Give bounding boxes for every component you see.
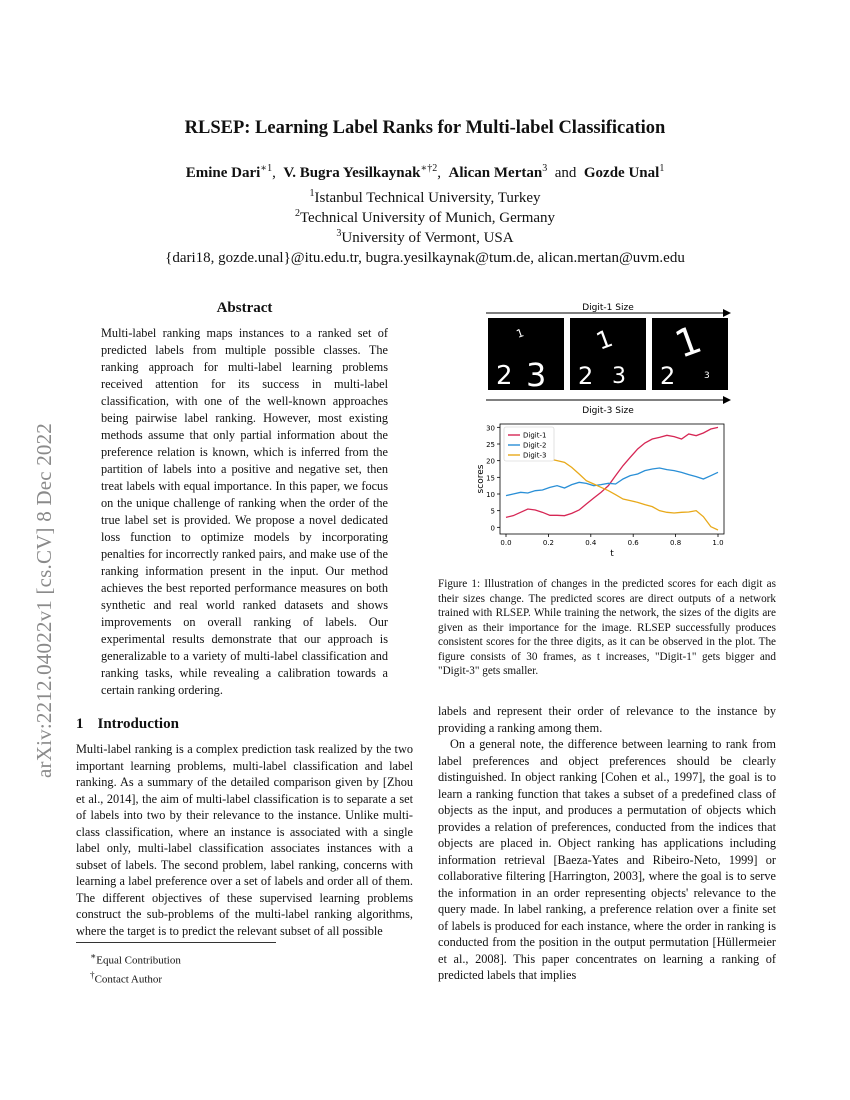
- affiliation-mark: 3: [336, 228, 342, 239]
- footnote: [76, 968, 276, 987]
- scores-line-chart: [476, 424, 724, 559]
- y-tick-label: 15: [486, 474, 495, 483]
- series-line-digit-3: [506, 451, 718, 530]
- author-separator: ,: [437, 165, 441, 181]
- y-tick-label: 10: [486, 491, 495, 499]
- author-marks: ∗†2: [420, 163, 438, 174]
- footnote: [76, 949, 276, 968]
- panel-digit-3: 3: [612, 364, 626, 389]
- digit1-size-label: Digit-1 Size: [582, 303, 634, 313]
- x-axis-label: t: [610, 549, 614, 559]
- paper-title: RLSEP: Learning Label Ranks for Multi-label Classification: [184, 118, 666, 138]
- intro-left-column: [76, 741, 413, 939]
- figure-1: [478, 298, 738, 568]
- affiliation: [0, 208, 850, 227]
- y-tick-label: 20: [486, 457, 495, 466]
- y-tick-label: 30: [486, 424, 495, 433]
- panel-digit-1: 1: [669, 317, 708, 367]
- author-name: Gozde Unal: [583, 165, 660, 181]
- digit-panel-1: [488, 318, 564, 394]
- intro-right-column: [438, 703, 776, 984]
- panel-digit-2: 2: [496, 361, 513, 391]
- arxiv-watermark: [12, 298, 56, 778]
- x-tick-label: 0.2: [542, 539, 554, 547]
- panel-digit-3: 3: [526, 356, 547, 394]
- panel-digit-3: 3: [704, 371, 710, 381]
- author-name: V. Bugra Yesilkaynak: [283, 165, 421, 181]
- x-tick-label: 1.0: [712, 539, 724, 547]
- section-number: 1: [76, 716, 84, 732]
- author-marks: ∗1: [260, 163, 273, 174]
- x-tick-label: 0.8: [670, 539, 682, 547]
- section-heading: [76, 716, 193, 733]
- footnotes: [76, 942, 276, 986]
- intro-paragraph: Multi-label ranking is a complex prediction task realized by the two important learning problems, multi-label classification and label ranking. As a summary of the detailed comparison given by [Zhou et al., 2014], the aim of multi-label classification is to separate a set of labels into two by their relevance to the instance. Unlike multi-class classification, where an instance is associated with a single label only, multi-label classification associates instances with a subset of labels. The second problem, label ranking, concerns with learning a label preference over a set of labels and order all of them. The different objectives of these supervised learning problems construct the sub-problems of the multi-label ranking algorithms, where the target is to predict the relevant subset of all possible: [76, 742, 413, 938]
- x-tick-label: 0.0: [500, 539, 512, 547]
- footnote-text: Contact Author: [94, 973, 163, 986]
- affiliation-mark: 2: [294, 208, 300, 219]
- figure-graphic: [478, 298, 738, 568]
- arxiv-id: arXiv:2212.04022v1 [cs.CV] 8 Dec 2022: [32, 422, 56, 778]
- y-axis-ticks: [486, 424, 500, 532]
- author-emails: {dari18, gozde.unal}@itu.edu.tr, bugra.yesilkaynak@tum.de, alican.mertan@uvm.edu: [165, 250, 685, 266]
- x-tick-label: 0.4: [585, 539, 597, 547]
- intro-paragraph: labels and represent their order of relevance to the instance by providing a ranking among them.: [438, 704, 776, 735]
- chart-legend: [504, 427, 554, 461]
- panel-digit-1: 1: [514, 326, 526, 341]
- y-tick-label: 25: [486, 441, 495, 449]
- author-and: and: [554, 165, 577, 181]
- affiliation-mark: 1: [309, 188, 315, 199]
- affiliation-text: University of Vermont, USA: [341, 230, 514, 246]
- section-title: Introduction: [97, 716, 179, 732]
- affiliation-text: Technical University of Munich, Germany: [299, 210, 556, 226]
- figure-caption: Figure 1: Illustration of changes in the predicted scores for each digit as their sizes change. The predicted scores are direct outputs of a network trained with RLSEP. While training the network, the sizes of the digits are given as their importance for the image. RLSEP successfully produces consistent scores for the three digits, as it can be observed in the plot. The figure consists of 30 frames, as t increases, "Digit-1" gets bigger and "Digit-3" gets smaller.: [438, 578, 776, 677]
- legend-label: Digit-1: [523, 431, 547, 440]
- intro-paragraph: On a general note, the difference between learning to rank from label preferences and object preferences should be clearly distinguished. In object ranking [Cohen et al., 1997], the goal is to learn a ranking function that takes a subset of a predefined class of objects as the input, and produces a permutation of objects which provides a relation of preferences, conducted from the indices that objects are placed in. Object ranking has applications including information retrieval [Baeza-Yates and Ribeiro-Neto, 1999] or collaborative filtering [Harrington, 2003], where the goal is to serve the information in an order representing objects' relevance to the query made. In label ranking, a preference relation over a finite set of labels is produced for each instance, where the order in ranking is conducted from the position in the output permutation [Hüllermeier et al., 2008]. This paper concentrates on learning a ranking of predicted labels that implies: [438, 737, 776, 982]
- author-marks: 1: [659, 163, 665, 174]
- footnote-mark: ∗: [90, 951, 97, 961]
- footnote-mark: †: [90, 969, 95, 980]
- abstract-text: Multi-label ranking maps instances to a ranked set of predicted labels from multiple possible classes. The ranking approach for multi-label learning problems received attention for its success in multi-label classification, with one of the well-known approaches being pairwise label ranking. However, most existing methods assume that only partial information about the preference relation is known, which is inferred from the partition of labels into a positive and negative set, then treat labels with equal importance. In this paper, we focus on the unique challenge of ranking when the order of the true label set is provided. We propose a novel dedicated loss function to optimize models by incorporating penalties for incorrectly ranked pairs, and make use of the ranking information present in the input. Our method achieves the best reported performance measures on both synthetic and real world ranked datasets and shows improvements on overall ranking of labels. Our experimental results demonstrate that our approach is generalizable to a variety of multi-label classification and ranking tasks, while revealing a calibration towards a certain ranking ordering.: [101, 326, 388, 697]
- digit3-size-label: Digit-3 Size: [582, 406, 634, 416]
- author-name: Emine Dari: [185, 165, 261, 181]
- digit-panel-3: [652, 317, 728, 390]
- footnote-text: Equal Contribution: [96, 954, 181, 967]
- y-tick-label: 5: [490, 507, 495, 516]
- x-tick-label: 0.6: [627, 539, 639, 547]
- legend-label: Digit-3: [523, 451, 547, 460]
- affiliation-text: Istanbul Technical University, Turkey: [314, 190, 541, 206]
- panel-digit-2: 2: [660, 362, 676, 390]
- panel-digit-2: 2: [578, 362, 594, 390]
- abstract-heading: Abstract: [216, 300, 273, 316]
- y-axis-label: scores: [476, 464, 486, 494]
- affiliation: [0, 188, 850, 207]
- y-tick-label: 0: [490, 524, 495, 533]
- affiliation: [0, 228, 850, 247]
- legend-label: Digit-2: [523, 441, 547, 450]
- panel-digit-1: 1: [592, 324, 617, 356]
- author-separator: ,: [272, 165, 276, 181]
- digit-panel-2: [570, 318, 646, 390]
- author-name: Alican Mertan: [448, 165, 543, 181]
- x-axis-ticks: [500, 534, 723, 547]
- author-list: [0, 163, 850, 182]
- author-marks: 3: [542, 163, 548, 174]
- series-line-digit-2: [506, 468, 718, 496]
